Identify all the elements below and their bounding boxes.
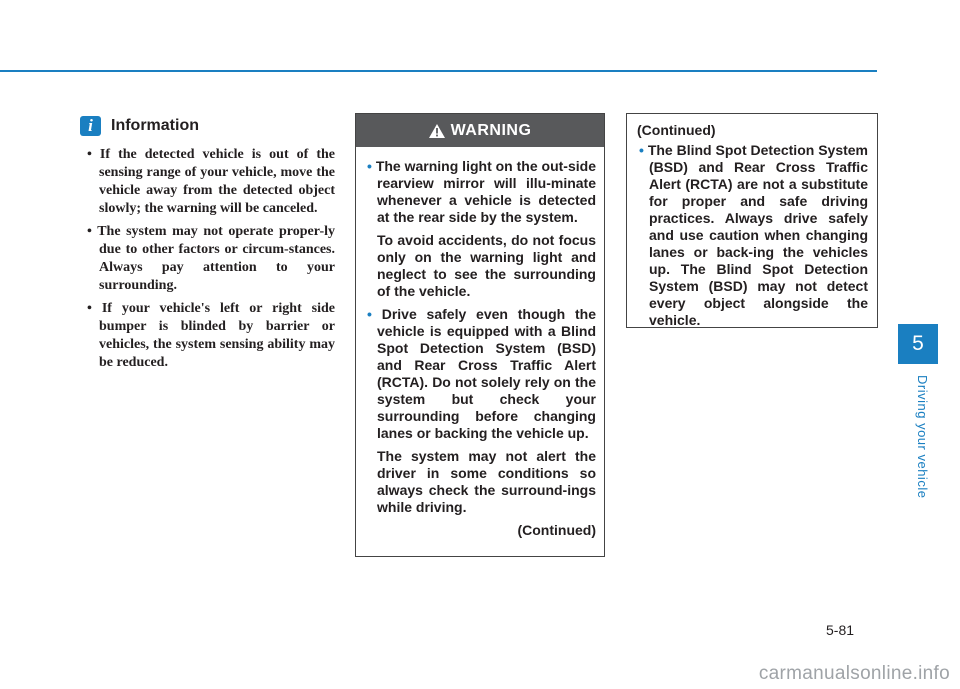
information-section [80,114,335,377]
chapter-label: Driving your vehicle [915,375,930,499]
information-list [80,146,335,372]
warning-triangle-icon [429,124,445,138]
chapter-tab: 5 [898,324,938,364]
continued-item-text: The Blind Spot Detection System (BSD) and Rear Cross Traffic Alert (RCTA) are not a substitute for proper and safe driving practices. Always drive safely and use caution when changing lanes or back-ing the vehicles up. The Blind Spot Detection System (BSD) may not detect every object alongside the vehicle. [647,142,869,328]
continued-item [637,142,868,329]
information-item: • The system may not operate proper-ly due to other factors or circum-stances. Always pay attention to your surrounding. [87,224,335,293]
bullet-icon: • [639,142,648,158]
warning-header [356,114,604,147]
continued-label: (Continued) [517,522,596,538]
warning-paragraph: To avoid accidents, do not focus only on the warning light and neglect to see the surrounding of the vehicle. [377,232,596,299]
information-item: • If your vehicle's left or right side bumper is blinded by barrier or vehicles, the system sensing ability may be reduced. [87,301,335,370]
warning-item-text: The warning light on the out-side rearview mirror will illu-minate whenever a vehicle is detected at the rear side by the system. [375,158,596,225]
top-rule [0,70,877,72]
continued-box [626,113,878,328]
watermark: carmanualsonline.info [758,663,950,684]
bullet-icon: • [367,306,382,322]
info-icon: i [80,116,101,136]
warning-paragraph: The system may not alert the driver in some conditions so always check the surround-ings while driving. [377,448,596,515]
continued-header: (Continued) [637,122,716,138]
warning-item-text: Drive safely even though the vehicle is equipped with a Blind Spot Detection System (BSD) and Rear Cross Traffic Alert (RCTA). Do not solely rely on the system but check your surrounding before changing lanes or backing the vehicle up. [377,306,597,441]
information-title: Information [111,117,199,134]
information-header [80,114,335,138]
warning-box [355,113,605,557]
page-number: 5-81 [826,622,855,638]
bullet-icon: • [367,158,376,174]
warning-item [365,306,596,442]
warning-item [365,158,596,226]
warning-title: WARNING [450,121,532,139]
warning-body [356,147,604,538]
information-item: • If the detected vehicle is out of the sensing range of your vehicle, move the vehicle away from the detected object slowly; the warning will be canceled. [87,147,335,216]
